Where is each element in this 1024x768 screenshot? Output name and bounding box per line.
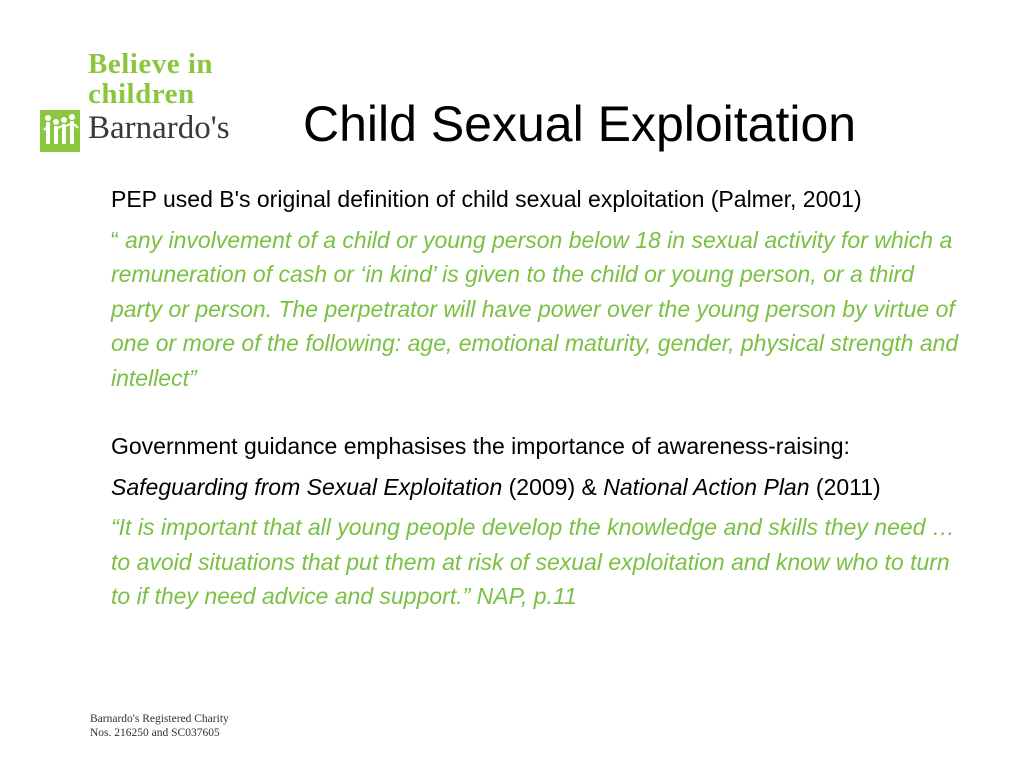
logo-brand-name: Barnardo's (88, 110, 230, 146)
definition-intro: PEP used B's original definition of child sexual exploitation (Palmer, 2001) (111, 186, 862, 212)
charity-footer (90, 712, 229, 740)
reference-year-2: (2011) (809, 473, 881, 500)
definition-quote (111, 223, 971, 396)
footer-line1: Barnardo's Registered Charity (90, 713, 229, 725)
slide-title: Child Sexual Exploitation (303, 96, 857, 152)
guidance-intro: Government guidance emphasises the importance of awareness-raising: (111, 433, 850, 459)
definition-quote-text: any involvement of a child or young person below 18 in sexual activity for which a remuneration of cash or ‘in kind’ is given to the child or young person, or a third party or person. The perpetrator will have power over the young person by virtue of one or more of the following: age, emotional maturity, gender, physical strength and intellect” (111, 226, 959, 391)
guidance-references (111, 470, 971, 505)
reference-safeguarding: Safeguarding from Sexual Exploitation (111, 473, 503, 500)
barnardos-logo (40, 50, 270, 160)
quote-open-mark: “ (111, 226, 119, 253)
barnardos-figures-icon (40, 110, 80, 152)
footer-line2: Nos. 216250 and SC037605 (90, 727, 220, 739)
nap-quote: “It is important that all young people develop the knowledge and skills they need … to avoid situations that put them at risk of sexual exploitation and know who to turn to if they need advice and support.” NAP, p.11 (111, 514, 955, 609)
reference-nap: National Action Plan (603, 473, 810, 500)
reference-year-1: (2009) & (502, 473, 604, 500)
logo-tagline-line1: Believe in (88, 48, 214, 80)
slide-content (111, 182, 971, 614)
logo-tagline-line2: children (88, 78, 195, 110)
